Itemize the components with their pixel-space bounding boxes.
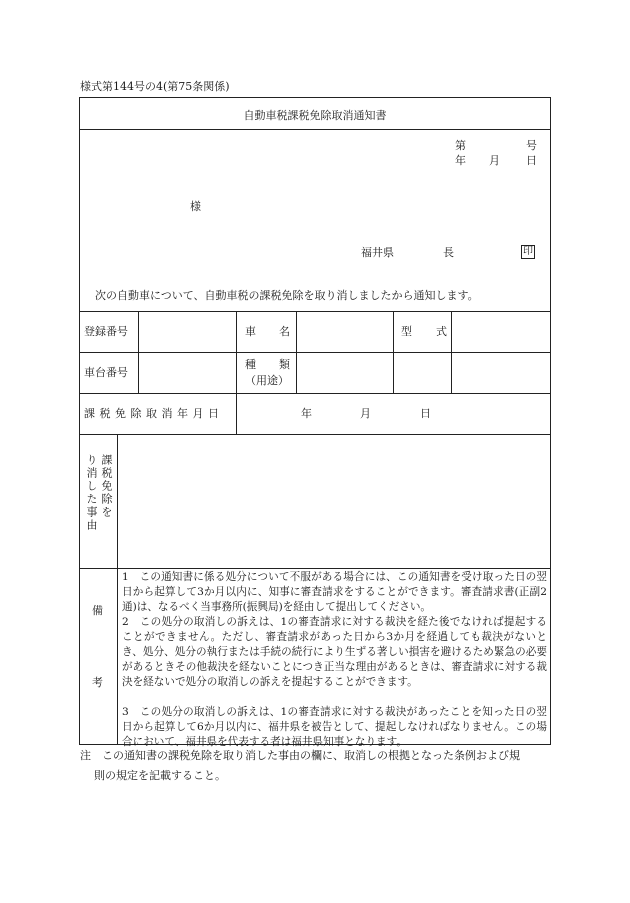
col-divider [236, 311, 237, 393]
car-name-label-1: 車 [245, 325, 256, 338]
addressee-honorific: 様 [190, 200, 201, 213]
row-divider [79, 434, 551, 435]
footnote-line-1: 注 この通知書の課税免除を取り消した事由の欄に、取消しの根拠となった条例および規 [80, 749, 520, 762]
type-label-2: 類 [279, 358, 290, 371]
reason-label-col1: 課税免除を [100, 454, 113, 519]
remarks-label-2: 考 [92, 676, 103, 689]
type-label-1: 種 [245, 358, 256, 371]
chassis-number-label: 車台番号 [84, 366, 128, 379]
col-divider [296, 311, 297, 393]
model-label-2: 式 [436, 325, 447, 338]
registration-number-label: 登録番号 [84, 325, 128, 338]
date-year-label: 年 [455, 154, 466, 167]
footnote-line-2: 則の規定を記載すること。 [94, 769, 226, 782]
cancel-year-label: 年 [301, 407, 312, 420]
remark-item-2: 2 この処分の取消しの訴えは、1の審査請求に対する裁決を経た後でなければ提起することができません。ただし、審査請求があった日から3か月を経過しても裁決がないとき、処分、処分の執行または手続の続行により生ずる著しい損害を避けるため緊急の必要があるときその他裁決を経ないことにつき正当な理由があるときは、審査請求に対する裁決を経ないで処分の取消しの訴えを提起することができます。 [122, 616, 547, 688]
cancellation-date-label: 課税免除取消年月日 [84, 407, 224, 420]
car-name-label-2: 名 [279, 325, 290, 338]
intro-text: 次の自動車について、自動車税の課税免除を取り消しましたから通知します。 [95, 289, 479, 302]
number-suffix: 号 [526, 139, 537, 152]
issuer-title: 長 [443, 246, 454, 259]
issuer-prefecture: 福井県 [361, 246, 394, 259]
seal-mark: 印 [523, 246, 533, 257]
col-divider [393, 311, 394, 393]
col-divider [236, 393, 237, 434]
document-title: 自動車税課税免除取消通知書 [243, 109, 387, 122]
cancel-day-label: 日 [420, 407, 431, 420]
col-divider [117, 434, 118, 745]
row-divider [79, 311, 551, 312]
remark-item-3: 3 この処分の取消しの訴えは、1の審査請求に対する裁決があったことを知った日の翌日から起算して6か月以内に、福井県を被告として、提起しなければなりません。この場合において、福井県を代表する者は福井県知事となります。 [122, 706, 547, 748]
remarks-label-1: 備 [92, 604, 103, 617]
col-divider [138, 311, 139, 393]
col-divider [451, 311, 452, 393]
model-label-1: 型 [401, 325, 412, 338]
form-id: 様式第144号の4(第75条関係) [80, 80, 230, 93]
remark-item-1: 1 この通知書に係る処分について不服がある場合には、この通知書を受け取った日の翌日から起算して3か月以内に、知事に審査請求をすることができます。審査請求書(正副2通)は、なるべく当事務所(振興局)を経由して提出してください。 [122, 571, 547, 613]
usage-label: （用途） [245, 374, 289, 387]
date-day-label: 日 [526, 154, 537, 167]
number-prefix: 第 [455, 139, 466, 152]
reason-label-col2: り消した事由 [85, 454, 98, 532]
title-divider [79, 129, 551, 130]
row-divider [79, 568, 551, 569]
cancel-month-label: 月 [360, 407, 371, 420]
row-divider [79, 352, 551, 353]
date-month-label: 月 [489, 154, 500, 167]
row-divider [79, 393, 551, 394]
